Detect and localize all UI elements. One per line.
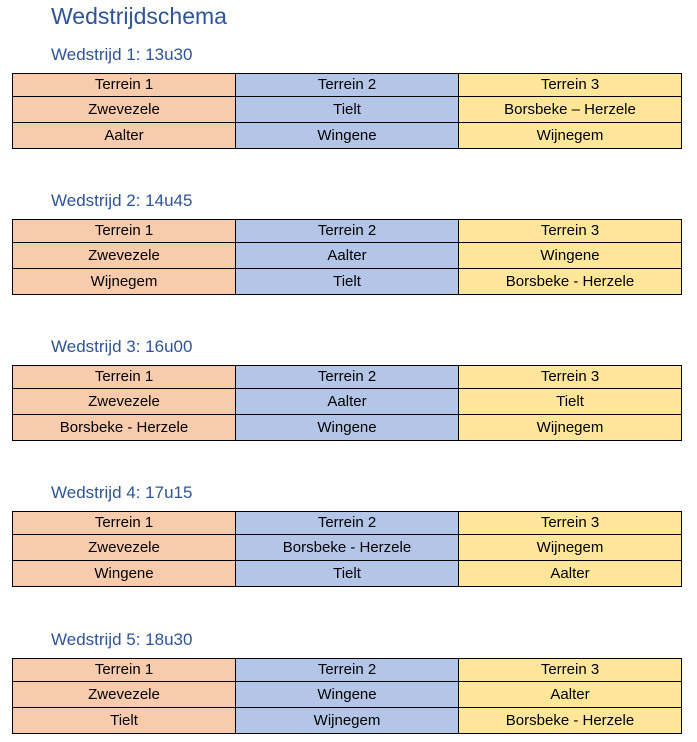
match-5-heading: Wedstrijd 5: 18u30 [51, 630, 193, 649]
header-cell-terrein-1: Terrein 1 [13, 659, 236, 682]
table-header-row [13, 512, 682, 535]
match-1-table [12, 73, 682, 149]
table-row [13, 708, 682, 734]
table-row [13, 97, 682, 123]
table-cell: Aalter [236, 243, 459, 269]
table-cell: Wingene [236, 682, 459, 708]
table-cell: Wijnegem [459, 535, 682, 561]
header-cell-terrein-2: Terrein 2 [236, 220, 459, 243]
table-cell: Wijnegem [459, 123, 682, 149]
table-row [13, 389, 682, 415]
table-cell: Wijnegem [236, 708, 459, 734]
table-header-row [13, 659, 682, 682]
header-cell-terrein-2: Terrein 2 [236, 74, 459, 97]
match-3-heading: Wedstrijd 3: 16u00 [51, 337, 193, 356]
table-row [13, 561, 682, 587]
table-row [13, 535, 682, 561]
header-cell-terrein-1: Terrein 1 [13, 220, 236, 243]
header-cell-terrein-1: Terrein 1 [13, 74, 236, 97]
table-row [13, 415, 682, 441]
header-cell-terrein-2: Terrein 2 [236, 659, 459, 682]
table-cell: Borsbeke - Herzele [13, 415, 236, 441]
header-cell-terrein-3: Terrein 3 [459, 659, 682, 682]
header-cell-terrein-1: Terrein 1 [13, 366, 236, 389]
header-cell-terrein-2: Terrein 2 [236, 366, 459, 389]
match-1-heading: Wedstrijd 1: 13u30 [51, 45, 193, 64]
table-cell: Wijnegem [459, 415, 682, 441]
table-cell: Borsbeke – Herzele [459, 97, 682, 123]
table-cell: Tielt [13, 708, 236, 734]
table-row [13, 243, 682, 269]
table-cell: Tielt [236, 561, 459, 587]
match-5-table [12, 658, 682, 734]
document-title: Wedstrijdschema [51, 3, 227, 29]
table-cell: Aalter [459, 682, 682, 708]
table-cell: Wingene [236, 123, 459, 149]
table-cell: Wingene [459, 243, 682, 269]
table-cell: Aalter [13, 123, 236, 149]
table-cell: Aalter [236, 389, 459, 415]
header-cell-terrein-3: Terrein 3 [459, 366, 682, 389]
header-cell-terrein-1: Terrein 1 [13, 512, 236, 535]
table-header-row [13, 74, 682, 97]
match-2-heading: Wedstrijd 2: 14u45 [51, 191, 193, 210]
table-header-row [13, 220, 682, 243]
table-cell: Wingene [236, 415, 459, 441]
table-cell: Zwevezele [13, 389, 236, 415]
table-cell: Borsbeke - Herzele [459, 269, 682, 295]
table-cell: Borsbeke - Herzele [459, 708, 682, 734]
table-cell: Zwevezele [13, 243, 236, 269]
table-cell: Wingene [13, 561, 236, 587]
table-cell: Tielt [459, 389, 682, 415]
table-cell: Borsbeke - Herzele [236, 535, 459, 561]
table-cell: Zwevezele [13, 535, 236, 561]
header-cell-terrein-2: Terrein 2 [236, 512, 459, 535]
table-row [13, 123, 682, 149]
table-cell: Wijnegem [13, 269, 236, 295]
match-4-table [12, 511, 682, 587]
table-cell: Zwevezele [13, 97, 236, 123]
match-2-table [12, 219, 682, 295]
table-cell: Zwevezele [13, 682, 236, 708]
table-cell: Tielt [236, 97, 459, 123]
match-3-table [12, 365, 682, 441]
table-row [13, 682, 682, 708]
header-cell-terrein-3: Terrein 3 [459, 74, 682, 97]
header-cell-terrein-3: Terrein 3 [459, 220, 682, 243]
match-4-heading: Wedstrijd 4: 17u15 [51, 483, 193, 502]
header-cell-terrein-3: Terrein 3 [459, 512, 682, 535]
table-cell: Aalter [459, 561, 682, 587]
table-row [13, 269, 682, 295]
table-header-row [13, 366, 682, 389]
table-cell: Tielt [236, 269, 459, 295]
